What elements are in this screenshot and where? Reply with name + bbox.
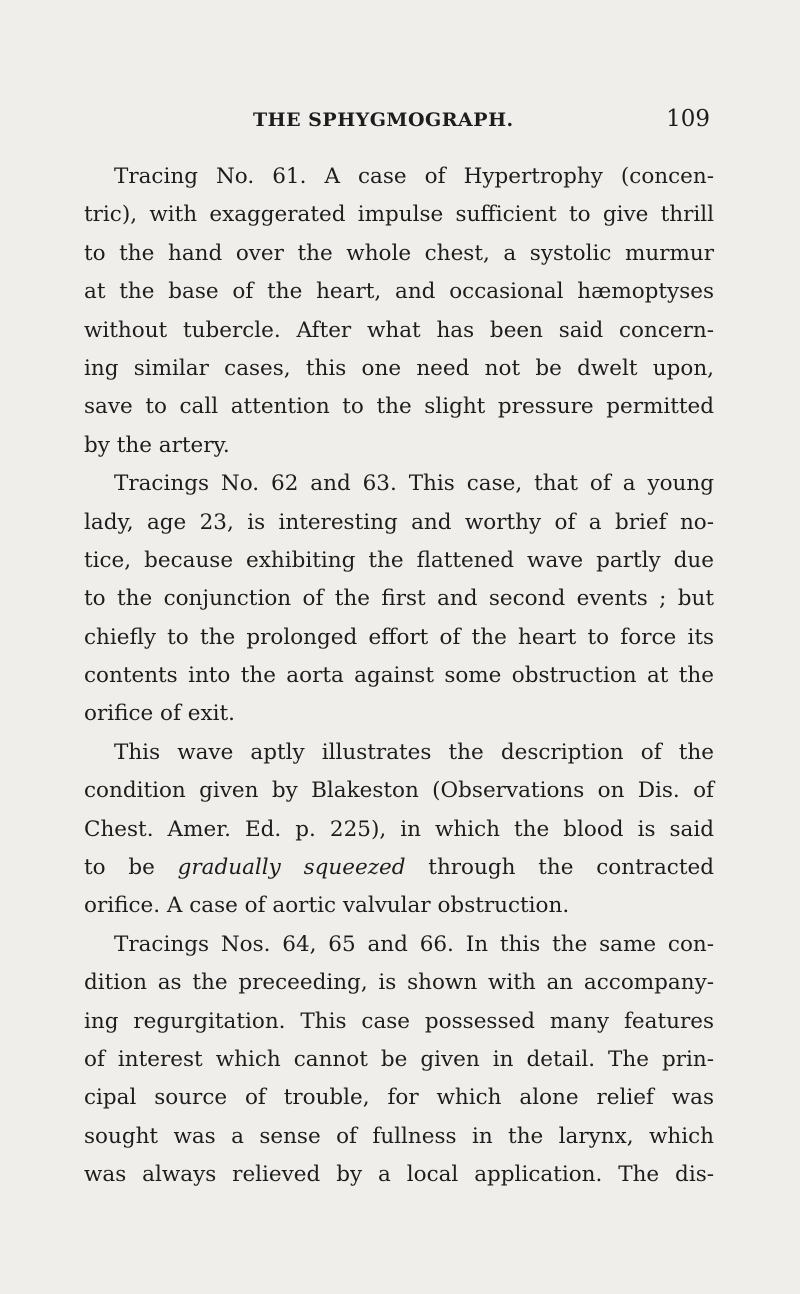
text-line: ing regurgitation. This case possessed many features (84, 1008, 714, 1034)
text-segment: to be (84, 855, 178, 881)
text-line-with-italic (84, 849, 714, 887)
text-line: This wave aptly illustrates the description of the (114, 739, 714, 765)
page-header (253, 106, 710, 139)
text-line: cipal source of trouble, for which alone relief was (84, 1085, 714, 1111)
text-line: ing similar cases, this one need not be dwelt upon, (84, 355, 714, 381)
text-line: sought was a sense of fullness in the larynx, which (84, 1123, 714, 1149)
text-line: chiefly to the prolonged effort of the heart to force its (84, 624, 714, 650)
text-line: at the base of the heart, and occasional hæmoptyses (84, 279, 714, 305)
text-line: by the artery. (84, 432, 230, 458)
text-line: without tubercle. After what has been said concern- (84, 317, 714, 343)
text-line: orifice. A case of aortic valvular obstruction. (84, 893, 570, 919)
text-line: dition as the preceeding, is shown with an accompany- (84, 970, 714, 996)
text-line: tice, because exhibiting the flattened wave partly due (84, 547, 714, 573)
body-text (84, 158, 714, 1195)
text-line: tric), with exaggerated impulse sufficient to give thrill (84, 202, 714, 228)
running-title: THE SPHYGMOGRAPH. (253, 109, 514, 131)
text-line: was always relieved by a local application. The dis- (84, 1162, 714, 1188)
text-line: to the conjunction of the first and second events ; but (84, 586, 714, 612)
text-line: lady, age 23, is interesting and worthy of a brief no- (84, 509, 714, 535)
text-line: of interest which cannot be given in detail. The prin- (84, 1046, 714, 1072)
text-line: Tracings No. 62 and 63. This case, that of a young (114, 471, 714, 497)
text-line: Tracings Nos. 64, 65 and 66. In this the same con- (114, 931, 714, 957)
text-line: orifice of exit. (84, 701, 235, 727)
text-line: condition given by Blakeston (Observations on Dis. of (84, 778, 714, 804)
page-number: 109 (666, 106, 710, 132)
text-line: Chest. Amer. Ed. p. 225), in which the blood is said (84, 816, 714, 842)
italic-phrase: gradually squeezed (177, 855, 406, 881)
text-line: to the hand over the whole chest, a systolic murmur (84, 240, 714, 266)
text-line: contents into the aorta against some obstruction at the (84, 663, 714, 689)
text-line: Tracing No. 61. A case of Hypertrophy (concen- (114, 164, 714, 189)
text-segment: through the contracted (405, 855, 714, 881)
text-line: save to call attention to the slight pressure permitted (84, 394, 714, 420)
